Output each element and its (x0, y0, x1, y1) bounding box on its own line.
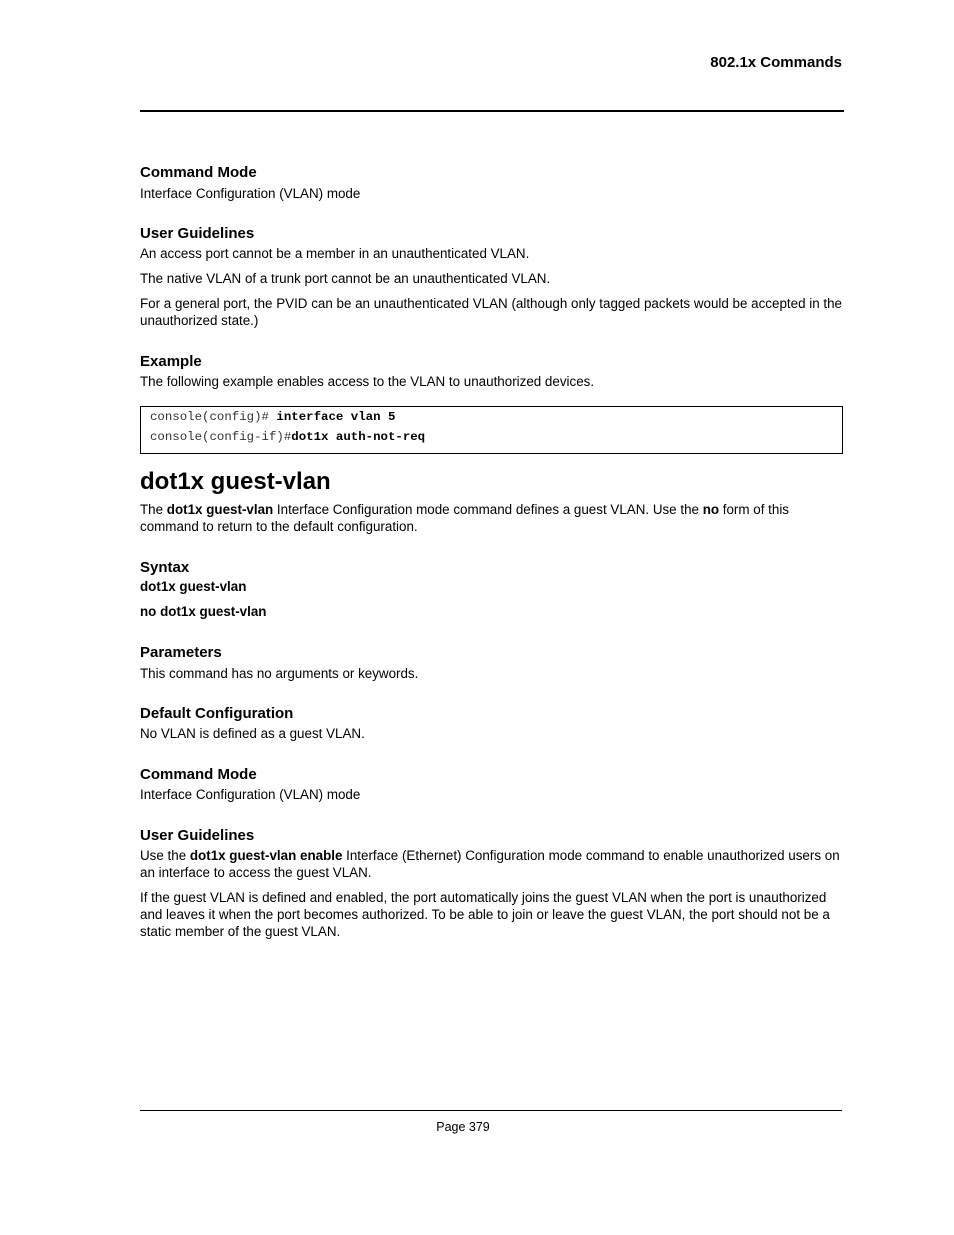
parameters-heading: Parameters (140, 644, 222, 661)
user-guidelines-p2: If the guest VLAN is defined and enabled, the port automatically joins the guest VLAN when the port is unauthorized and leaves it when the port becomes authorized. To be able to join or leave the guest VLAN, the port should not be a static member of the guest VLAN. (140, 890, 830, 939)
default-configuration-text: No VLAN is defined as a guest VLAN. (140, 726, 365, 741)
command-title: dot1x guest-vlan (140, 468, 331, 495)
code-line (150, 430, 425, 444)
header-divider (140, 110, 844, 112)
command-mode-text: Interface Configuration (VLAN) mode (140, 186, 361, 201)
user-guidelines-p2: The native VLAN of a trunk port cannot be an unauthenticated VLAN. (140, 271, 551, 286)
user-guidelines-heading: User Guidelines (140, 225, 255, 242)
syntax-line: dot1x guest-vlan (140, 579, 247, 594)
syntax-line: no dot1x guest-vlan (140, 604, 267, 619)
page-number: Page 379 (436, 1120, 490, 1134)
running-header: 802.1x Commands (710, 54, 842, 71)
default-configuration-heading: Default Configuration (140, 705, 294, 722)
command-mode-heading: Command Mode (140, 766, 257, 783)
user-guidelines-heading: User Guidelines (140, 827, 255, 844)
user-guidelines-p1: Use the dot1x guest-vlan enable Interface (Ethernet) Configuration mode command to enable unauthorized users on an interface to access the guest VLAN. (140, 848, 840, 880)
user-guidelines-p3: For a general port, the PVID can be an unauthenticated VLAN (although only tagged packets would be accepted in the unauthorized state.) (140, 296, 842, 328)
parameters-text: This command has no arguments or keywords. (140, 666, 419, 681)
footer-divider (140, 1110, 842, 1111)
code-command: dot1x auth-not-req (291, 430, 426, 444)
code-prompt: console(config-if)# (150, 430, 292, 444)
code-prompt: console(config)# (150, 410, 269, 424)
code-line (150, 410, 395, 424)
example-text: The following example enables access to the VLAN to unauthorized devices. (140, 374, 595, 389)
syntax-heading: Syntax (140, 559, 190, 576)
code-command: interface vlan 5 (276, 410, 396, 424)
code-example (140, 406, 843, 454)
command-mode-heading: Command Mode (140, 164, 257, 181)
example-heading: Example (140, 353, 202, 370)
user-guidelines-p1: An access port cannot be a member in an unauthenticated VLAN. (140, 246, 530, 261)
command-intro: The dot1x guest-vlan Interface Configuration mode command defines a guest VLAN. Use the no form of this command to return to the default configuration. (140, 502, 789, 534)
command-mode-text: Interface Configuration (VLAN) mode (140, 787, 361, 802)
